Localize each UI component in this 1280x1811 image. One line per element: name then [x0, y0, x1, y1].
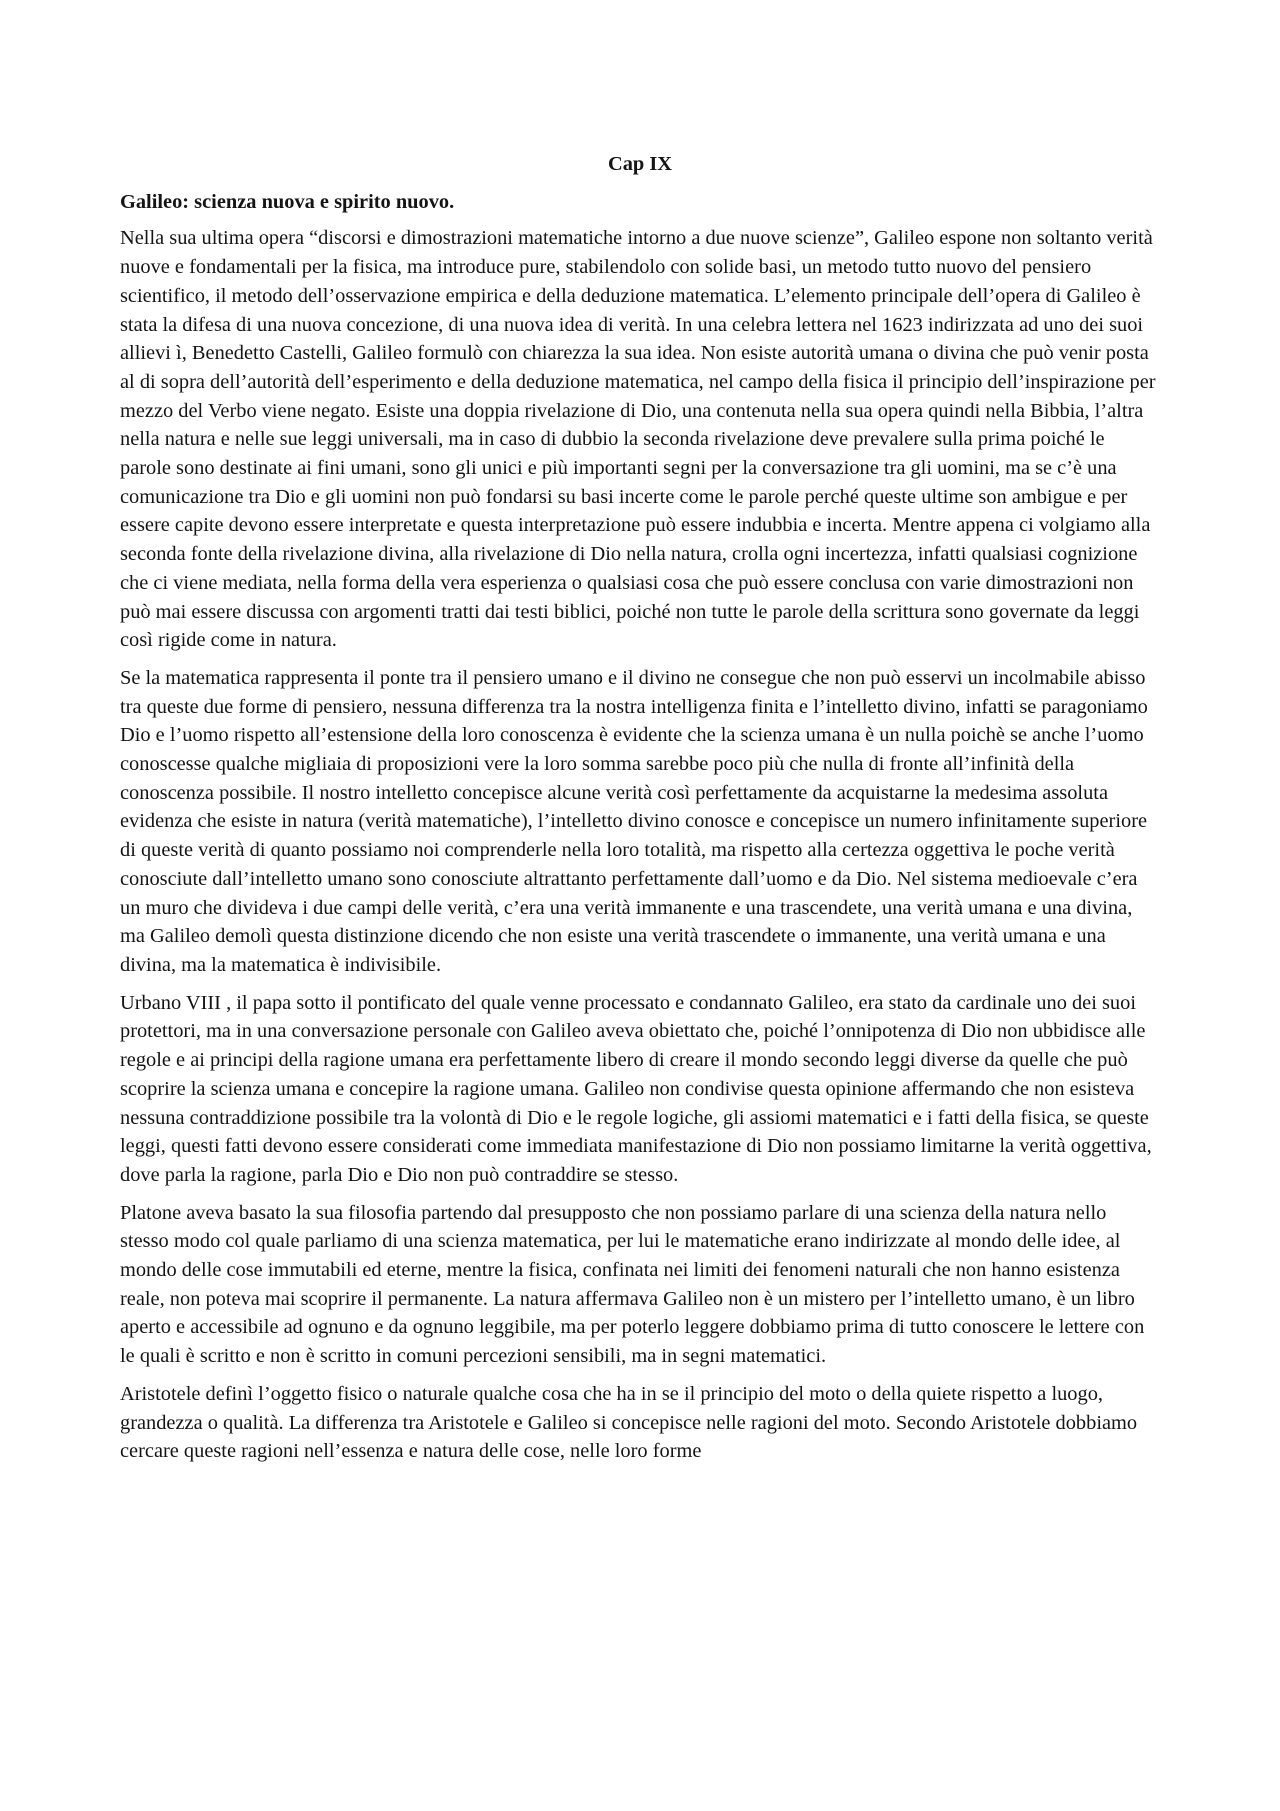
- section-heading: Galileo: scienza nuova e spirito nuovo.: [120, 190, 455, 213]
- paragraph-4: Platone aveva basato la sua filosofia partendo dal presupposto che non possiamo parlare di una scienza della natura nello stesso modo col quale parliamo di una scienza matematica, per lui le matematiche erano indirizzate al mondo delle idee, al mondo delle cose immutabili ed eterne, mentre la fisica, confinata nei limiti dei fenomeni naturali che non hanno esistenza reale, non poteva mai scoprire il permanente. La natura affermava Galileo non è un mistero per l’intelletto umano, è un libro aperto e accessibile ad ognuno e da ognuno leggibile, ma per poterlo leggere dobbiamo prima di tutto conoscere le lettere con le quali è scritto e non è scritto in comuni percezioni sensibili, ma in segni matematici.: [120, 1201, 1145, 1368]
- paragraph-2: Se la matematica rappresenta il ponte tra il pensiero umano e il divino ne consegue che non può esservi un incolmabile abisso tra queste due forme di pensiero, nessuna differenza tra la nostra intelligenza finita e l’intelletto divino, infatti se paragoniamo Dio e l’uomo rispetto all’estensione della loro conoscenza è evidente che la scienza umana è un nulla poichè se anche l’uomo conoscesse qualche migliaia di proposizioni vere la loro somma sarebbe poco più che nulla di fronte all’infinità della conoscenza possibile. Il nostro intelletto concepisce alcune verità così perfettamente da acquistarne la medesima assoluta evidenza che esiste in natura (verità matematiche), l’intelletto divino conosce e concepisce un numero infinitamente superiore di queste verità di quanto possiamo noi comprenderle nella loro totalità, ma rispetto alla certezza oggettiva le poche verità conosciute dall’intelletto umano sono conosciute altrattanto perfettamente dall’uomo e da Dio. Nel sistema medioevale c’era un muro che divideva i due campi delle verità, c’era una verità immanente e una trascendete, una verità umana e una divina, ma Galileo demolì questa distinzione dicendo che non esiste una verità trascendete o immanente, una verità umana e una divina, ma la matematica è indivisibile.: [120, 666, 1148, 976]
- chapter-title: Cap IX: [607, 153, 673, 175]
- paragraph-1: Nella sua ultima opera “discorsi e dimostrazioni matematiche intorno a due nuove scienze”, Galileo espone non soltanto verità nuove e fondamentali per la fisica, ma introduce pure, stabilendolo con solide basi, un metodo tutto nuovo del pensiero scientifico, il metodo dell’osservazione empirica e della deduzione matematica. L’elemento principale dell’opera di Galileo è stata la difesa di una nuova concezione, di una nuova idea di verità. In una celebra lettera nel 1623 indirizzata ad uno dei suoi allievi ì, Benedetto Castelli, Galileo formulò con chiarezza la sua idea. Non esiste autorità umana o divina che può venir posta al di sopra dell’autorità dell’esperimento e della deduzione matematica, nel campo della fisica il principio dell’inspirazione per mezzo del Verbo viene negato. Esiste una doppia rivelazione di Dio, una contenuta nella sua opera quindi nella Bibbia, l’altra nella natura e nelle sue leggi universali, ma in caso di dubbio la seconda rivelazione deve prevalere sulla prima poiché le parole sono destinate ai fini umani, sono gli unici e più importanti segni per la conversazione tra gli uomini, ma se c’è una comunicazione tra Dio e gli uomini non può fondarsi su basi incerte come le parole perché queste ultime son ambigue e per essere capite devono essere interpretate e questa interpretazione può essere indubbia e incerta. Mentre appena ci volgiamo alla seconda fonte della rivelazione divina, alla rivelazione di Dio nella natura, crolla ogni incertezza, infatti qualsiasi cognizione che ci viene mediata, nella forma della vera esperienza o qualsiasi cosa che può essere conclusa con varie dimostrazioni non può mai essere discussa con argomenti tratti dai testi biblici, poiché non tutte le parole della scrittura sono governate da leggi così rigide come in natura.: [120, 227, 1156, 652]
- paragraph-5: Aristotele definì l’oggetto fisico o naturale qualche cosa che ha in se il principio del moto o della quiete rispetto a luogo, grandezza o qualità. La differenza tra Aristotele e Galileo si concepisce nelle ragioni del moto. Secondo Aristotele dobbiamo cercare queste ragioni nell’essenza e natura delle cose, nelle loro forme: [120, 1382, 1138, 1463]
- paragraph-3: Urbano VIII , il papa sotto il pontificato del quale venne processato e condannato Galileo, era stato da cardinale uno dei suoi protettori, ma in una conversazione personale con Galileo aveva obiettato che, poiché l’onnipotenza di Dio non ubbidisce alle regole e ai principi della ragione umana era perfettamente libero di creare il mondo secondo leggi diverse da quelle che può scoprire la scienza umana e concepire la ragione umana. Galileo non condivise questa opinione affermando che non esisteva nessuna contraddizione possibile tra la volontà di Dio e le regole logiche, gli assiomi matematici e i fatti della fisica, se queste leggi, questi fatti devono essere considerati come immediata manifestazione di Dio non possiamo limitarne la verità oggettiva, dove parla la ragione, parla Dio e Dio non può contraddire se stesso.: [120, 991, 1152, 1186]
- document-page: [120, 150, 1160, 1475]
